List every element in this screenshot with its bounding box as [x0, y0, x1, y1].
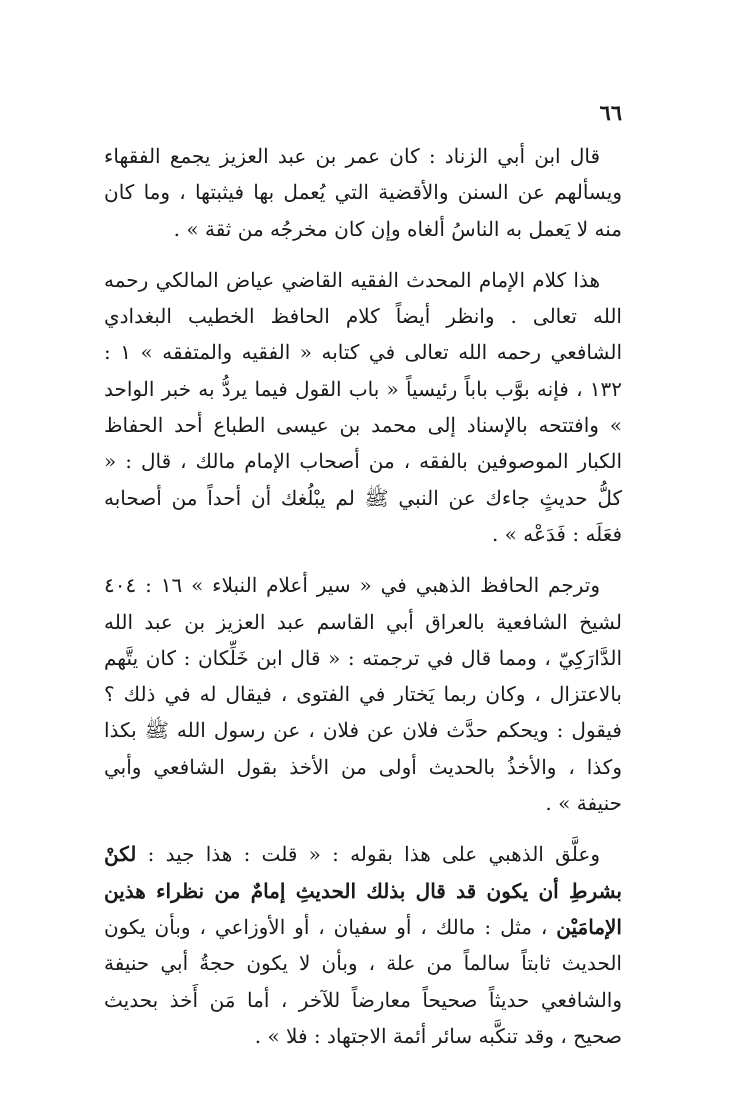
paragraph-ibn-abi-al-zinad: قال ابن أبي الزناد : كان عمر بن عبد العزيز يجمع الفقهاء ويسألهم عن السنن والأقضية التي يُعمل بها فيثبتها ، وما كان منه لا يَعمل به الناسُ ألغاه وإن كان مخرجُه من ثقة » . [104, 144, 622, 241]
paragraph-dhahabi-comment [104, 836, 622, 1054]
page-body [104, 138, 622, 1054]
paragraph-qadi-iyad-and-khatib: هذا كلام الإمام المحدث الفقيه القاضي عياض المالكي رحمه الله تعالى . وانظر أيضاً كلام الحافظ الخطيب البغدادي الشافعي رحمه الله تعالى في كتابه « الفقيه والمتفقه » ١ : ١٣٢ ، فإنه بوَّب باباً رئيسياً « باب القول فيما يردُّ به خبر الواحد » وافتتحه بالإسناد إلى محمد بن عيسى الطباع أحد الحفاظ الكبار الموصوفين بالفقه ، من أصحاب الإمام مالك ، قال : « كلُّ حديثٍ جاءك عن النبي ﷺ لم يبْلُغك أن أحداً من أصحابه فعَلَه : فَدَعْه » . [104, 267, 622, 546]
emphasized-condition-text: لكنْ بشرطِ أن يكون قد قال بذلك الحديثِ إمامٌ من نظراء هذين الإمامَيْن [104, 842, 622, 939]
comment-remainder-text: ، مثل : مالك ، أو سفيان ، أو الأوزاعي ، وبأن يكون الحديث ثابتاً سالماً من علة ، وبأن لا يكون حجةُ أبي حنيفة والشافعي حديثاً صحيحاً معارضاً للآخر ، أما مَن أَخذ بحديث صحيح ، وقد تنكَّبه سائر أئمة الاجتهاد : فلا » . [104, 914, 622, 1048]
comment-intro-text: وعلَّق الذهبي على هذا بقوله : « قلت : هذا جيد : [136, 842, 600, 867]
paragraph-dhahabi-siyar: وترجم الحافظ الذهبي في « سير أعلام النبلاء » ١٦ : ٤٠٤ لشيخ الشافعية بالعراق أبي القاسم عبد العزيز بن عبد الله الدَّارَكِيّ ، ومما قال في ترجمته : « قال ابن خَلِّكان : كان يتَّهم بالاعتزال ، وكان ربما يَختار في الفتوى ، فيقال له في ذلك ؟ فيقول : ويحكم حدَّث فلان عن فلان ، عن رسول الله ﷺ بكذا وكذا ، والأخذُ بالحديث أولى من الأخذ بقول الشافعي وأبي حنيفة » . [104, 573, 622, 816]
page-number: ٦٦ [599, 100, 622, 125]
